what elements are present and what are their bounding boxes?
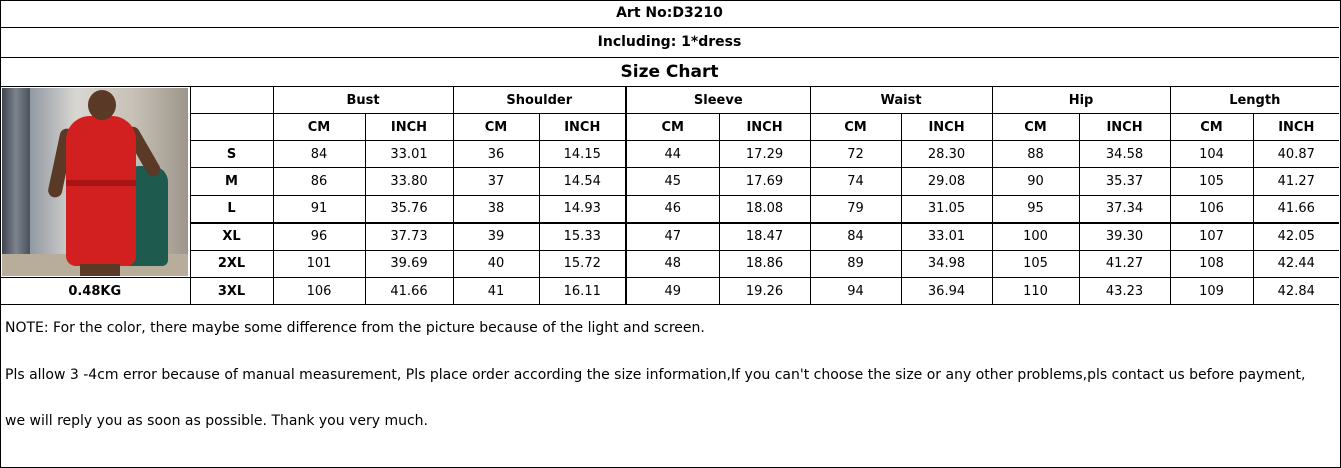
column-header-length: Length	[1170, 87, 1339, 114]
measurement-cell: 88	[992, 141, 1079, 168]
measurement-cell: 33.80	[365, 168, 453, 195]
unit-cm: CM	[1170, 114, 1253, 141]
measurement-cell: 90	[992, 168, 1079, 195]
size-label: 3XL	[190, 278, 273, 305]
column-header-bust: Bust	[273, 87, 453, 114]
measurement-cell: 45	[626, 168, 719, 195]
measurement-cell: 14.93	[539, 195, 626, 223]
size-label: XL	[190, 223, 273, 251]
measurement-cell: 36.94	[901, 278, 992, 305]
measurement-header-row	[0, 87, 1339, 114]
measurement-cell: 37.73	[365, 223, 453, 251]
measurement-cell: 72	[810, 141, 901, 168]
unit-cm: CM	[992, 114, 1079, 141]
measurement-cell: 47	[626, 223, 719, 251]
measurement-cell: 106	[1170, 195, 1253, 223]
size-label: M	[190, 168, 273, 195]
note-reply: we will reply you as soon as possible. Thank you very much.	[5, 413, 428, 429]
measurement-cell: 16.11	[539, 278, 626, 305]
unit-cm: CM	[273, 114, 365, 141]
model-legs	[80, 264, 120, 276]
table-row	[0, 168, 1339, 195]
measurement-cell: 41.66	[1253, 195, 1339, 223]
measurement-cell: 35.76	[365, 195, 453, 223]
measurement-cell: 17.29	[719, 141, 810, 168]
measurement-cell: 41	[453, 278, 539, 305]
product-photo-cell	[0, 87, 190, 278]
column-header-hip: Hip	[992, 87, 1170, 114]
measurement-cell: 18.86	[719, 250, 810, 277]
measurement-cell: 15.33	[539, 223, 626, 251]
measurement-cell: 18.47	[719, 223, 810, 251]
column-header-waist: Waist	[810, 87, 992, 114]
size-chart-title: Size Chart	[620, 62, 719, 82]
table-row	[0, 278, 1339, 305]
measurement-cell: 108	[1170, 250, 1253, 277]
size-label: L	[190, 195, 273, 223]
measurement-cell: 42.05	[1253, 223, 1339, 251]
table-row	[0, 250, 1339, 277]
measurement-cell: 42.84	[1253, 278, 1339, 305]
measurement-cell: 41.66	[365, 278, 453, 305]
unit-inch: INCH	[539, 114, 626, 141]
measurement-cell: 19.26	[719, 278, 810, 305]
measurement-cell: 49	[626, 278, 719, 305]
measurement-cell: 41.27	[1079, 250, 1170, 277]
measurement-cell: 17.69	[719, 168, 810, 195]
measurement-cell: 36	[453, 141, 539, 168]
measurement-cell: 39.30	[1079, 223, 1170, 251]
measurement-cell: 33.01	[901, 223, 992, 251]
column-header-shoulder: Shoulder	[453, 87, 626, 114]
product-photo	[2, 88, 188, 276]
measurement-cell: 14.54	[539, 168, 626, 195]
measurement-cell: 105	[1170, 168, 1253, 195]
measurement-cell: 33.01	[365, 141, 453, 168]
unit-inch: INCH	[1079, 114, 1170, 141]
measurement-cell: 110	[992, 278, 1079, 305]
measurement-cell: 106	[273, 278, 365, 305]
measurement-cell: 39.69	[365, 250, 453, 277]
measurement-cell: 14.15	[539, 141, 626, 168]
table-row	[0, 223, 1339, 251]
product-weight: 0.48KG	[0, 278, 190, 305]
unit-inch: INCH	[719, 114, 810, 141]
table-row	[0, 195, 1339, 223]
measurement-cell: 91	[273, 195, 365, 223]
size-label: 2XL	[190, 250, 273, 277]
measurement-cell: 46	[626, 195, 719, 223]
measurement-cell: 79	[810, 195, 901, 223]
measurement-cell: 100	[992, 223, 1079, 251]
measurement-cell: 43.23	[1079, 278, 1170, 305]
measurement-cell: 28.30	[901, 141, 992, 168]
package-contents: Including: 1*dress	[597, 34, 742, 50]
size-label-header	[190, 114, 273, 141]
measurement-cell: 37.34	[1079, 195, 1170, 223]
measurement-cell: 41.27	[1253, 168, 1339, 195]
measurement-cell: 84	[810, 223, 901, 251]
measurement-cell: 95	[992, 195, 1079, 223]
measurement-cell: 86	[273, 168, 365, 195]
size-label-header	[190, 87, 273, 114]
unit-cm: CM	[453, 114, 539, 141]
measurement-cell: 94	[810, 278, 901, 305]
measurement-cell: 84	[273, 141, 365, 168]
note-color: NOTE: For the color, there maybe some difference from the picture because of the light and screen.	[5, 320, 705, 336]
art-number: Art No:D3210	[616, 5, 723, 21]
measurement-cell: 109	[1170, 278, 1253, 305]
measurement-cell: 101	[273, 250, 365, 277]
measurement-cell: 31.05	[901, 195, 992, 223]
column-header-sleeve: Sleeve	[626, 87, 810, 114]
size-label: S	[190, 141, 273, 168]
measurement-cell: 34.58	[1079, 141, 1170, 168]
measurement-cell: 15.72	[539, 250, 626, 277]
measurement-cell: 38	[453, 195, 539, 223]
measurement-cell: 29.08	[901, 168, 992, 195]
measurement-cell: 39	[453, 223, 539, 251]
unit-inch: INCH	[901, 114, 992, 141]
measurement-cell: 48	[626, 250, 719, 277]
measurement-cell: 40	[453, 250, 539, 277]
note-measurement: Pls allow 3 -4cm error because of manual measurement, Pls place order according the size information,If you can't choose the size or any other problems,pls contact us before payment,	[5, 367, 1306, 383]
measurement-cell: 34.98	[901, 250, 992, 277]
red-dress	[66, 116, 136, 266]
unit-cm: CM	[626, 114, 719, 141]
table-row	[0, 141, 1339, 168]
measurement-cell: 104	[1170, 141, 1253, 168]
size-table	[0, 87, 1339, 305]
measurement-cell: 42.44	[1253, 250, 1339, 277]
measurement-cell: 44	[626, 141, 719, 168]
measurement-cell: 40.87	[1253, 141, 1339, 168]
measurement-cell: 18.08	[719, 195, 810, 223]
dress-belt	[66, 180, 136, 186]
unit-cm: CM	[810, 114, 901, 141]
curtain	[2, 88, 30, 276]
unit-inch: INCH	[1253, 114, 1339, 141]
measurement-cell: 89	[810, 250, 901, 277]
model-head	[88, 90, 116, 120]
measurement-cell: 96	[273, 223, 365, 251]
unit-header-row	[0, 114, 1339, 141]
measurement-cell: 105	[992, 250, 1079, 277]
measurement-cell: 35.37	[1079, 168, 1170, 195]
unit-inch: INCH	[365, 114, 453, 141]
measurement-cell: 37	[453, 168, 539, 195]
measurement-cell: 107	[1170, 223, 1253, 251]
measurement-cell: 74	[810, 168, 901, 195]
